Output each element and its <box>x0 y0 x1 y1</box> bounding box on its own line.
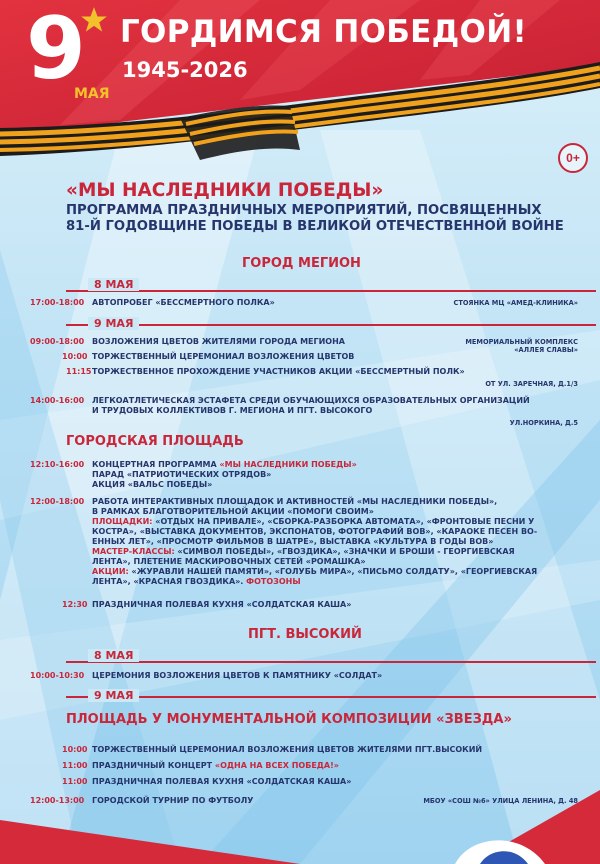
event-time: 14:00-16:00 <box>30 396 85 405</box>
event-text: ГОРОДСКОЙ ТУРНИР ПО ФУТБОЛУ <box>92 796 254 805</box>
section-heading-square: ГОРОДСКАЯ ПЛОЩАДЬ <box>66 434 244 449</box>
section-heading-megion: ГОРОД МЕГИОН <box>242 256 361 271</box>
event-text: РАБОТА ИНТЕРАКТИВНЫХ ПЛОЩАДОК И АКТИВНОСТЕЙ «МЫ НАСЛЕДНИКИ ПОБЕДЫ», В РАМКАХ БЛАГОТВОРИТЕЛЬНОЙ АКЦИИ «ПОМОГИ СВОИМ» ПЛОЩАДКИ: «ОТДЫХ НА ПРИВАЛЕ», «СБОРКА-РАЗБОРКА АВТОМАТА», «ФРОНТОВЫЕ ПЕСНИ У КОСТРА», «ВЫСТАВКА ДОКУМЕНТОВ, ЭКСПОНАТОВ, ФОТОГРАФИЙ ВОВ», «КАРАОКЕ ПЕСЕН ВО- ЕННЫХ ЛЕТ», «ПРОСМОТР ФИЛЬМОВ В ШАТРЕ», ВЫСТАВКА «КУЛЬТУРА В ГОДЫ ВОВ» МАСТЕР-КЛАССЫ: «СИМВОЛ ПОБЕДЫ», «ГВОЗДИКА», «ЗНАЧКИ И БРОШИ - ГЕОРГИЕВСКАЯ ЛЕНТА», ПЛЕТЕНИЕ МАСКИРОВОЧНЫХ СЕТЕЙ «РОМАШКА» АКЦИИ: «ЖУРАВЛИ НАШЕЙ ПАМЯТИ», «ГОЛУБЬ МИРА», «ПИСЬМО СОЛДАТУ», «ГЕОРГИЕВСКАЯ ЛЕНТА», «КРАСНАЯ ГВОЗДИКА». ФОТОЗОНЫ <box>92 497 538 586</box>
event-location: УЛ.НОРКИНА, Д.5 <box>509 419 578 427</box>
event-text: ПРАЗДНИЧНАЯ ПОЛЕВАЯ КУХНЯ «СОЛДАТСКАЯ КАША» <box>92 777 352 786</box>
event-text: ТОРЖЕСТВЕННОЕ ПРОХОЖДЕНИЕ УЧАСТНИКОВ АКЦИИ «БЕССМЕРТНЫЙ ПОЛК» <box>92 367 465 376</box>
date-divider <box>66 290 596 292</box>
event-text: ПРАЗДНИЧНАЯ ПОЛЕВАЯ КУХНЯ «СОЛДАТСКАЯ КАША» <box>92 600 352 609</box>
date-divider <box>66 324 596 326</box>
event-location: ОТ УЛ. ЗАРЕЧНАЯ, Д.1/3 <box>485 380 578 388</box>
event-time: 10:00 <box>62 352 88 361</box>
event-text: ТОРЖЕСТВЕННЫЙ ЦЕРЕМОНИАЛ ВОЗЛОЖЕНИЯ ЦВЕТОВ ЖИТЕЛЯМИ ПГТ.ВЫСОКИЙ <box>92 745 483 754</box>
event-time: 11:00 <box>62 777 88 786</box>
event-time: 09:00-18:00 <box>30 337 85 346</box>
event-text: ТОРЖЕСТВЕННЫЙ ЦЕРЕМОНИАЛ ВОЗЛОЖЕНИЯ ЦВЕТОВ <box>92 352 355 361</box>
date-divider <box>66 661 596 663</box>
date-divider <box>66 696 596 698</box>
section-heading-zvezda: ПЛОЩАДЬ У МОНУМЕНТАЛЬНОЙ КОМПОЗИЦИИ «ЗВЕЗДА» <box>66 712 512 727</box>
section-heading-vysokiy: ПГТ. ВЫСОКИЙ <box>248 627 362 642</box>
event-time: 11:15 <box>66 367 92 376</box>
event-text: ЦЕРЕМОНИЯ ВОЗЛОЖЕНИЯ ЦВЕТОВ К ПАМЯТНИКУ «СОЛДАТ» <box>92 671 383 680</box>
event-text: ПРАЗДНИЧНЫЙ КОНЦЕРТ «ОДНА НА ВСЕХ ПОБЕДА!» <box>92 761 339 770</box>
event-time: 12:30 <box>62 600 88 609</box>
event-text: ВОЗЛОЖЕНИЯ ЦВЕТОВ ЖИТЕЛЯМИ ГОРОДА МЕГИОНА <box>92 337 345 346</box>
event-location: МЕМОРИАЛЬНЫЙ КОМПЛЕКС «АЛЛЕЯ СЛАВЫ» <box>465 338 578 354</box>
big-nine: 9 <box>26 0 86 99</box>
event-time: 10:00-10:30 <box>30 671 85 680</box>
date-label-may8: 8 МАЯ <box>88 649 139 662</box>
age-rating-badge: 0+ <box>558 143 588 173</box>
event-time: 10:00 <box>62 745 88 754</box>
program-title: «МЫ НАСЛЕДНИКИ ПОБЕДЫ» <box>66 180 384 201</box>
date-label-may8: 8 МАЯ <box>88 278 139 291</box>
years-label: 1945-2026 <box>122 58 248 82</box>
date-label-may9: 9 МАЯ <box>88 689 139 702</box>
event-text: АВТОПРОБЕГ «БЕССМЕРТНОГО ПОЛКА» <box>92 298 275 307</box>
event-time: 11:00 <box>62 761 88 770</box>
event-text: ЛЕГКОАТЛЕТИЧЕСКАЯ ЭСТАФЕТА СРЕДИ ОБУЧАЮЩИХСЯ ОБРАЗОВАТЕЛЬНЫХ ОРГАНИЗАЦИЙ И ТРУДОВЫХ КОЛЛЕКТИВОВ Г. МЕГИОНА И ПГТ. ВЫСОКОГО <box>92 396 530 415</box>
may-label: МАЯ <box>74 86 110 102</box>
event-time: 12:00-13:00 <box>30 796 85 805</box>
date-label-may9: 9 МАЯ <box>88 317 139 330</box>
program-subtitle: ПРОГРАММА ПРАЗДНИЧНЫХ МЕРОПРИЯТИЙ, ПОСВЯЩЕННЫХ 81-Й ГОДОВЩИНЕ ПОБЕДЫ В ВЕЛИКОЙ ОТЕЧЕСТВЕННОЙ ВОЙНЕ <box>66 203 564 234</box>
event-time: 17:00-18:00 <box>30 298 85 307</box>
event-location: МБОУ «СОШ №6» УЛИЦА ЛЕНИНА, Д. 48 <box>423 797 578 805</box>
event-location: СТОЯНКА МЦ «АМЕД-КЛИНИКА» <box>453 299 578 307</box>
star-icon <box>80 6 108 34</box>
event-time: 12:00-18:00 <box>30 497 85 506</box>
event-text: КОНЦЕРТНАЯ ПРОГРАММА «МЫ НАСЛЕДНИКИ ПОБЕДЫ» ПАРАД «ПАТРИОТИЧЕСКИХ ОТРЯДОВ» АКЦИЯ «ВАЛЬС ПОБЕДЫ» <box>92 460 357 489</box>
page-title: ГОРДИМСЯ ПОБЕДОЙ! <box>120 14 527 50</box>
event-time: 12:10-16:00 <box>30 460 85 469</box>
